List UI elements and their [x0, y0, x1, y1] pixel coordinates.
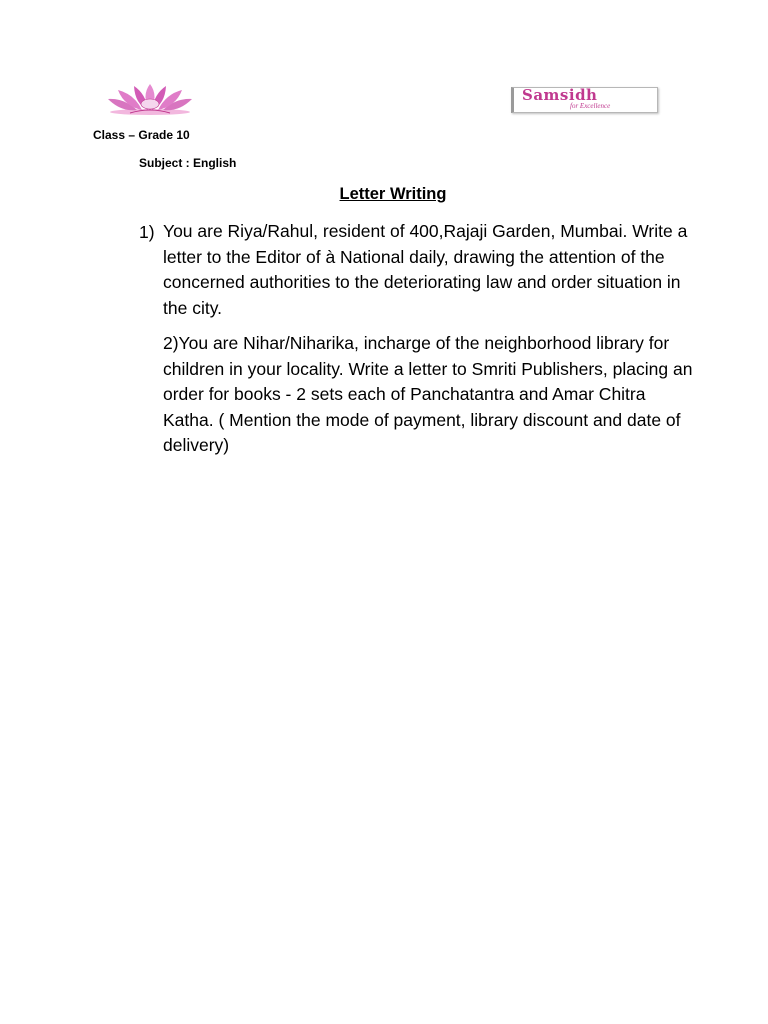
- page-title: Letter Writing: [339, 185, 447, 203]
- lotus-logo-icon: [104, 82, 196, 118]
- logo-tagline: for Excellence: [570, 102, 611, 110]
- subject-label: Subject : English: [139, 156, 237, 170]
- question-1-number: 1): [139, 222, 155, 242]
- samsidh-logo: [511, 87, 658, 113]
- class-label: Class – Grade 10: [93, 128, 190, 142]
- question-2-text: 2)You are Nihar/Niharika, incharge of the neighborhood library for children in your locality. Write a letter to Smriti Publishers, placing an order for books - 2 sets each of Panchatantra and Amar Chitra Katha. ( Mention the mode of payment, library discount and date of delivery): [163, 333, 693, 455]
- question-1-text: You are Riya/Rahul, resident of 400,Rajaji Garden, Mumbai. Write a letter to the Editor of à National daily, drawing the attention of the concerned authorities to the deteriorating law and order situation in the city.: [163, 221, 688, 318]
- logo-brand-name: Samsidh: [522, 86, 598, 104]
